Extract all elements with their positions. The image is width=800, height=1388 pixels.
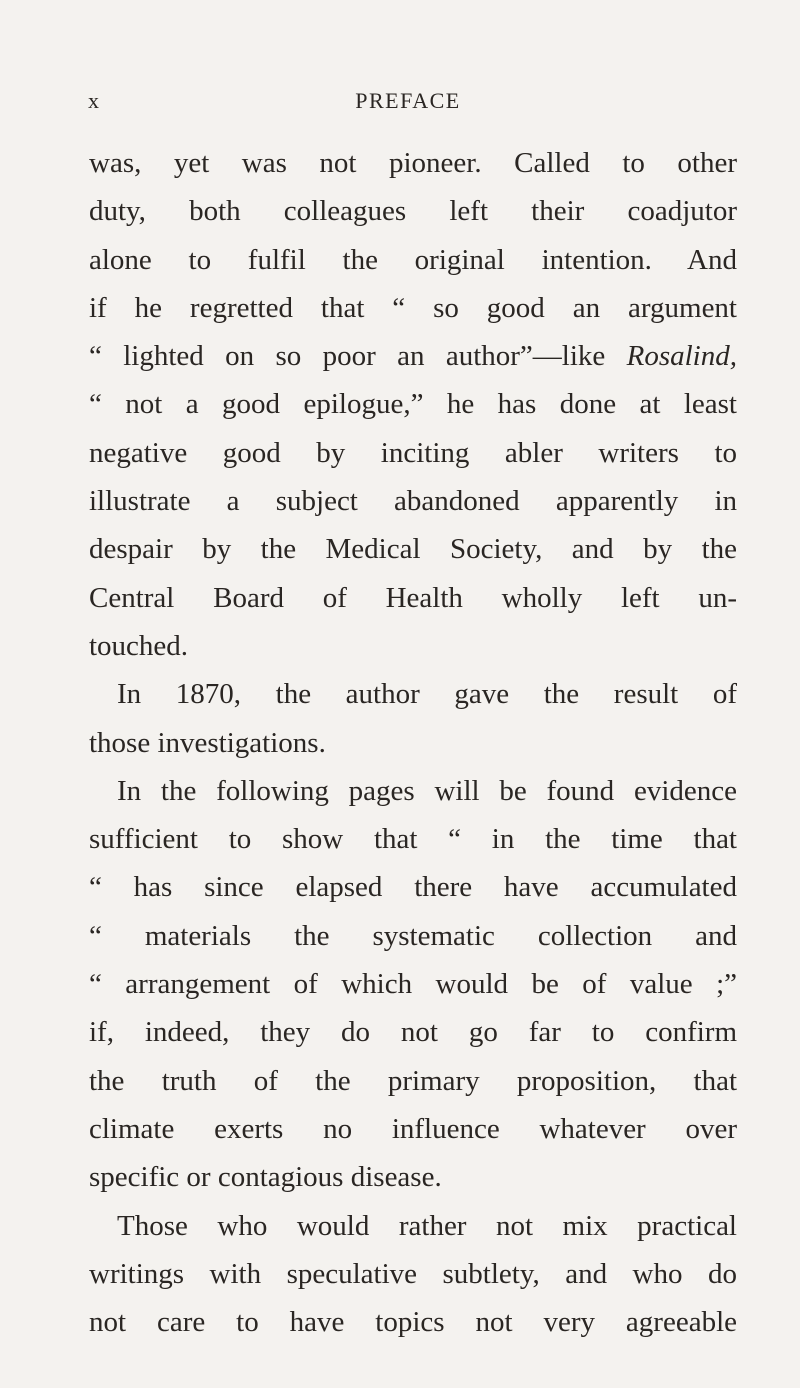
text-line: Those who would rather not mix practical: [117, 1209, 737, 1242]
text-line: Central Board of Health wholly left un-: [89, 581, 737, 614]
text-line: writings with speculative subtlety, and who do: [89, 1257, 737, 1290]
text-line: those investigations.: [89, 726, 326, 759]
text-line: the truth of the primary proposition, that: [89, 1064, 737, 1097]
text-line: sufficient to show that “ in the time that: [89, 823, 737, 856]
running-head: [88, 88, 728, 118]
text-line: “ arrangement of which would be of value ;”: [89, 968, 737, 1001]
page-title: PREFACE: [355, 88, 461, 113]
text-line: [89, 336, 737, 384]
text-line: alone to fulfil the original intention. And: [89, 243, 737, 276]
text-line: if, indeed, they do not go far to confirm: [89, 1016, 737, 1049]
text-line: In 1870, the author gave the result of: [117, 678, 737, 711]
text-line: despair by the Medical Society, and by the: [89, 533, 737, 566]
text-line: negative good by inciting abler writers to: [89, 436, 737, 469]
text-line: not care to have topics not very agreeable: [89, 1306, 737, 1339]
text-line: “ not a good epilogue,” he has done at least: [89, 388, 737, 421]
page-number: x: [88, 88, 100, 113]
text-line: illustrate a subject abandoned apparently in: [89, 485, 737, 518]
italic-name: Rosalind,: [626, 340, 737, 373]
text-line: In the following pages will be found evidence: [117, 774, 737, 807]
text-line: was, yet was not pioneer. Called to other: [89, 147, 737, 179]
text-fragment: “ lighted on so poor an author”—like: [89, 340, 606, 373]
body-text: [89, 143, 737, 1350]
text-line: climate exerts no influence whatever over: [89, 1112, 737, 1145]
text-line: if he regretted that “ so good an argument: [89, 291, 737, 324]
text-line: specific or contagious disease.: [89, 1161, 442, 1194]
text-line: “ materials the systematic collection and: [89, 919, 737, 952]
text-line: touched.: [89, 629, 189, 662]
text-line: duty, both colleagues left their coadjutor: [89, 195, 737, 228]
text-line: “ has since elapsed there have accumulated: [89, 871, 737, 904]
